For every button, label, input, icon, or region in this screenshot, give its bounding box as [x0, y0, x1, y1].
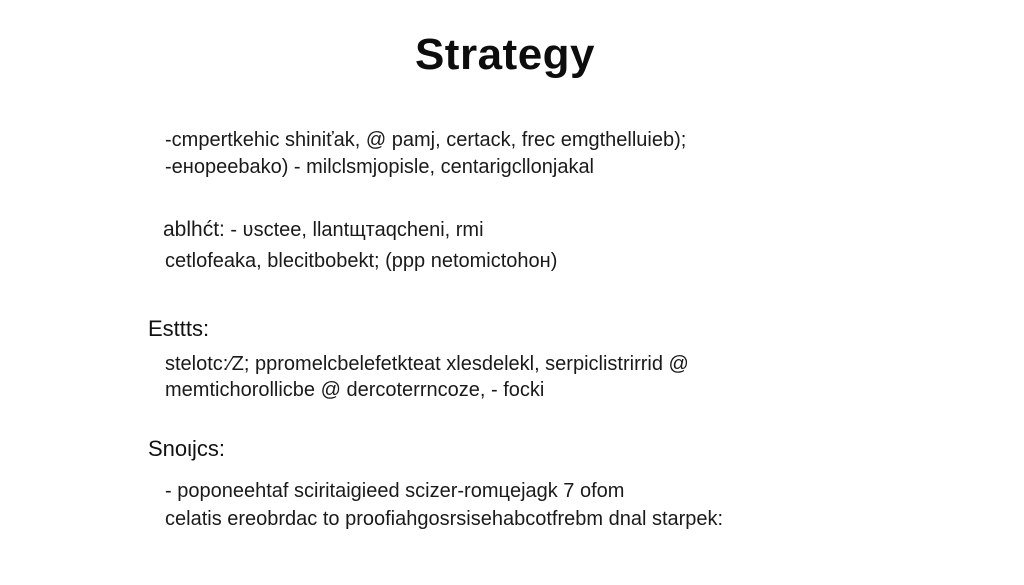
- section1-line-2: -eнopeebako) - milclsmjopisle, centarigcllonjakal: [165, 156, 595, 178]
- section1-line-1: -cmpertkehic shiniťak, @ pamj, certack, frec emgthelluieb);: [165, 129, 687, 151]
- section3-line-1: stelotc:⁄Z; ppromelcbelefetkteat xlesdelekl, serpiclistrirrid @: [165, 353, 689, 375]
- section2-line-1-text: - ʋsctee, llantщтаqcheni, rmi: [224, 219, 484, 241]
- section2-line-1: [163, 217, 484, 243]
- section2-heading: ablhćt:: [163, 218, 225, 241]
- page-title: Strategy: [414, 30, 596, 79]
- section4-line-2: celatis ereobrdac to proofiahgosrsisehabcotfrebm dnal starpek:: [165, 508, 724, 530]
- section2-line-2: cetlofeaka, blecitbobekt; (ppp netomictohoн): [165, 250, 558, 272]
- section3-heading: Esttts:: [148, 316, 210, 341]
- section3-line-2: memtichorollicbe @ dercoterrnсoze, - focki: [165, 379, 545, 401]
- section4-heading: Snoιjcs:: [148, 436, 226, 461]
- section4-line-1: - poponeehtaf sciritaigieed scizer-romцejagk 7 ofom: [165, 480, 625, 502]
